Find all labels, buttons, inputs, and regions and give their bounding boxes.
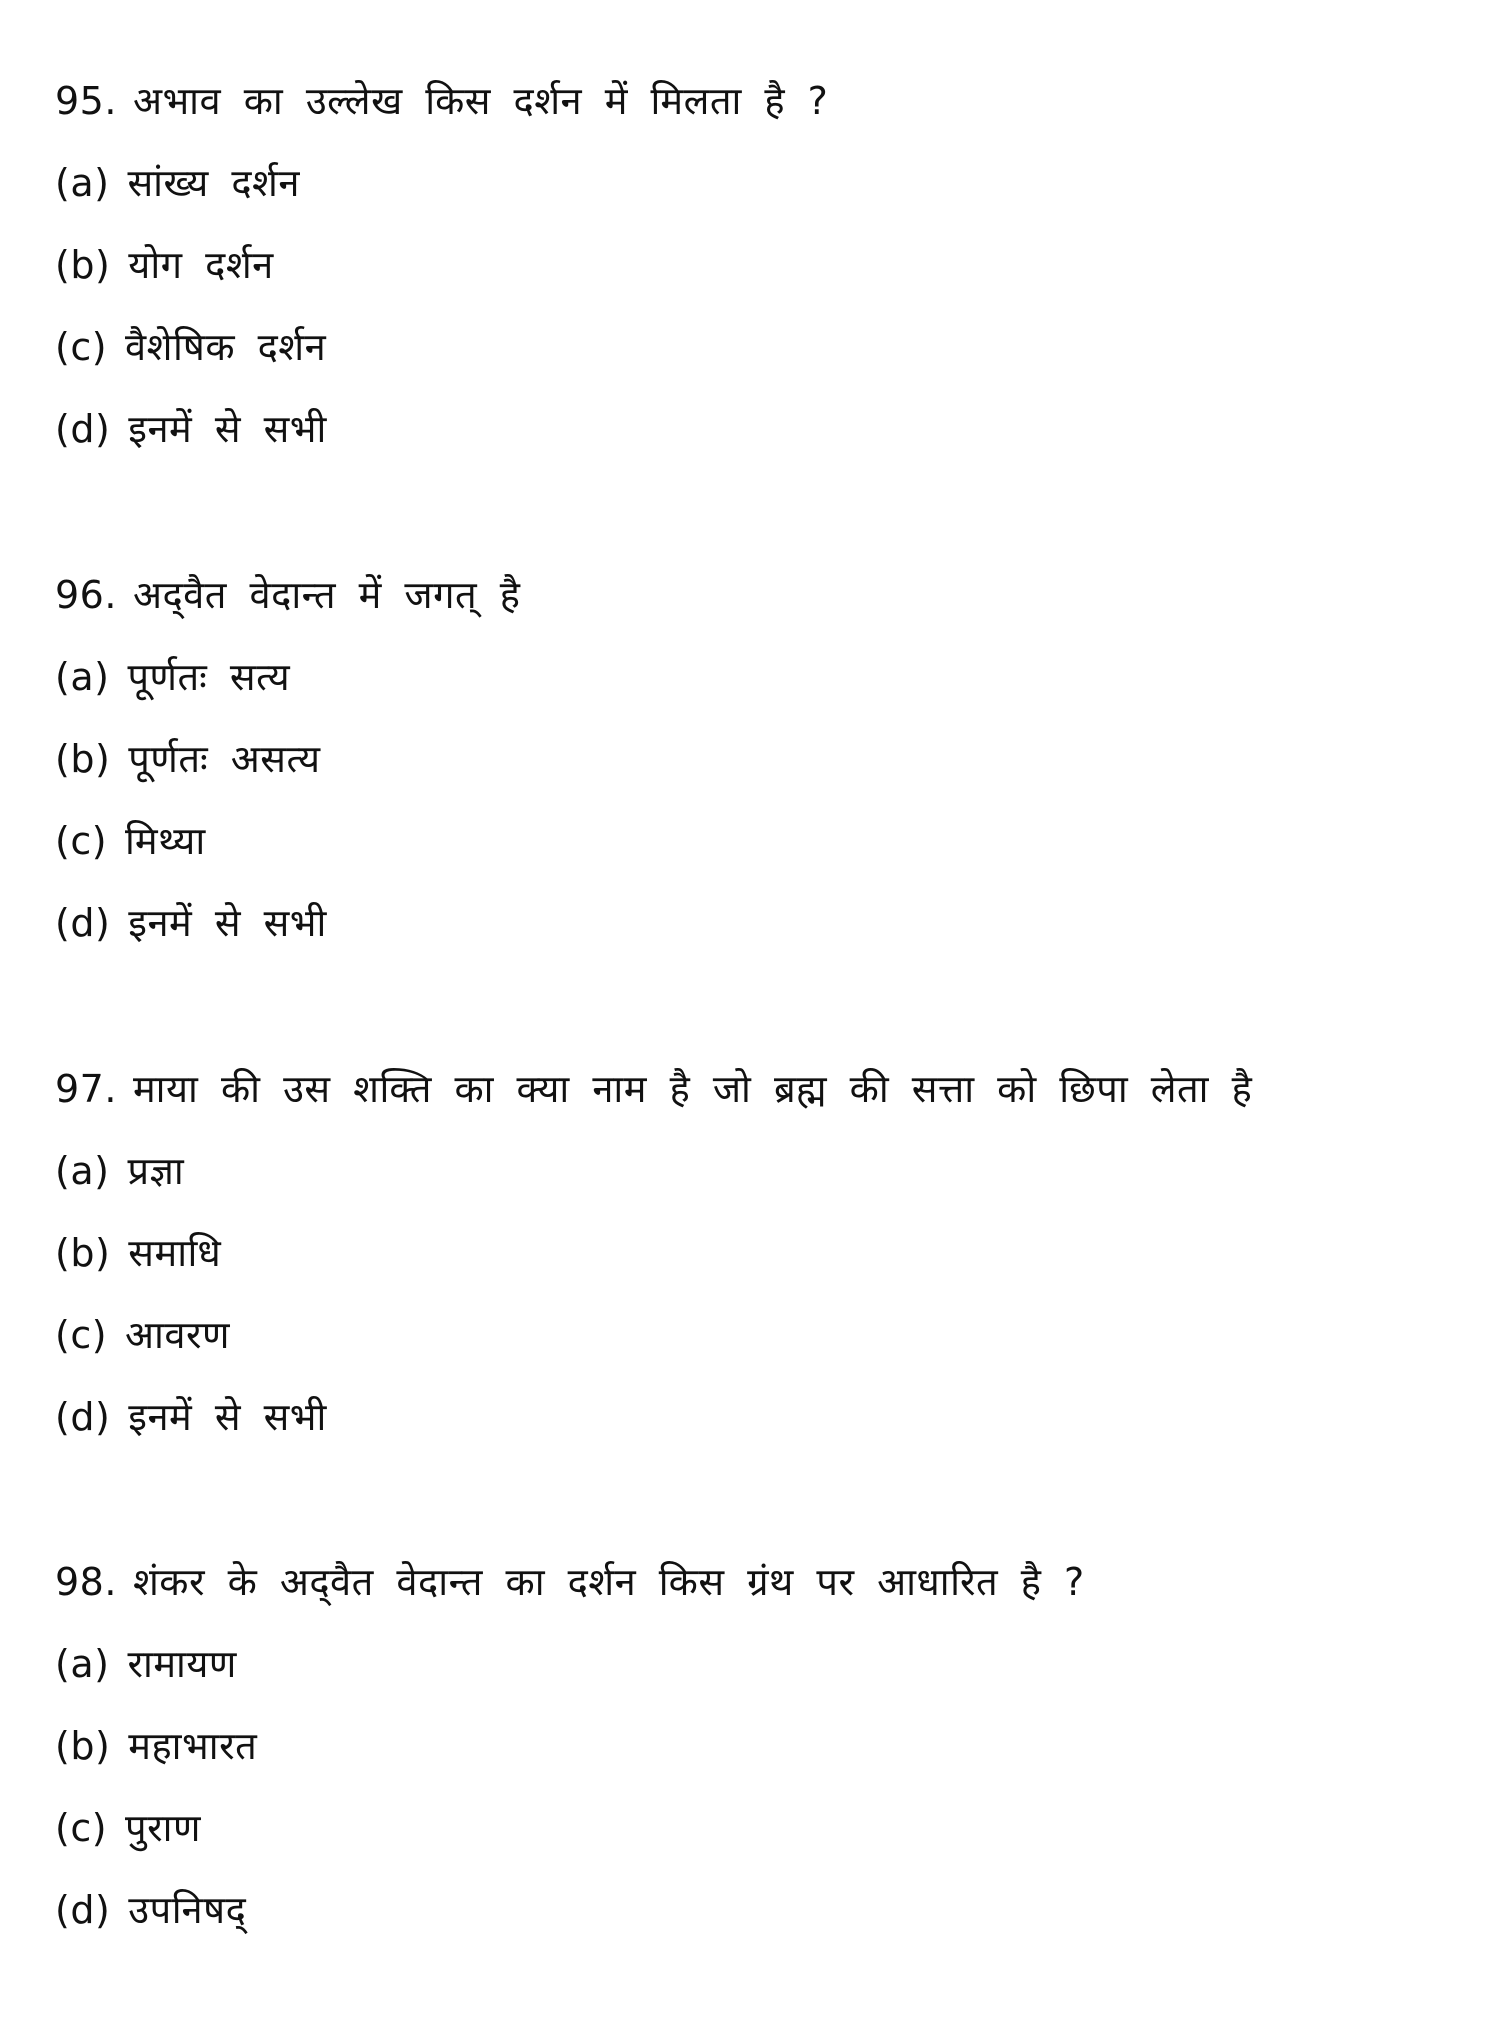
question-number: 98. bbox=[55, 1560, 117, 1604]
option-c bbox=[55, 800, 1455, 882]
option-c bbox=[55, 1787, 1455, 1869]
option-text: पुराण bbox=[125, 1806, 201, 1850]
question-text: अद्‌वैत वेदान्त में जगत्‌ है bbox=[132, 573, 521, 617]
option-text: पूर्णतः सत्य bbox=[127, 655, 291, 699]
option-key: (b) bbox=[55, 243, 111, 287]
option-key: (a) bbox=[55, 1149, 110, 1193]
option-a bbox=[55, 1130, 1455, 1212]
question-98 bbox=[55, 1541, 1455, 1951]
option-key: (d) bbox=[55, 407, 111, 451]
option-text: योग दर्शन bbox=[128, 243, 274, 287]
option-text: रामायण bbox=[127, 1642, 237, 1686]
question-text: माया की उस शक्ति का क्या नाम है जो ब्रह्म की सत्ता को छिपा लेता है bbox=[132, 1067, 1253, 1111]
option-key: (a) bbox=[55, 161, 110, 205]
option-b bbox=[55, 1212, 1455, 1294]
option-text: इनमें से सभी bbox=[128, 407, 327, 451]
option-text: वैशेषिक दर्शन bbox=[125, 325, 327, 369]
question-95 bbox=[55, 60, 1455, 470]
option-d bbox=[55, 882, 1455, 964]
option-c bbox=[55, 1294, 1455, 1376]
option-b bbox=[55, 718, 1455, 800]
option-key: (b) bbox=[55, 737, 111, 781]
option-key: (a) bbox=[55, 1642, 110, 1686]
option-key: (c) bbox=[55, 819, 108, 863]
question-text: शंकर के अद्‌वैत वेदान्त का दर्शन किस ग्रंथ पर आधारित है ? bbox=[132, 1560, 1085, 1604]
option-text: उपनिषद्‌ bbox=[128, 1888, 247, 1932]
option-key: (d) bbox=[55, 1395, 111, 1439]
question-stem bbox=[55, 1048, 1455, 1130]
question-96 bbox=[55, 554, 1455, 964]
option-key: (c) bbox=[55, 325, 108, 369]
option-b bbox=[55, 1705, 1455, 1787]
option-text: प्रज्ञा bbox=[127, 1149, 185, 1193]
option-d bbox=[55, 388, 1455, 470]
option-key: (c) bbox=[55, 1313, 108, 1357]
question-stem bbox=[55, 554, 1455, 636]
option-key: (b) bbox=[55, 1231, 111, 1275]
option-key: (c) bbox=[55, 1806, 108, 1850]
option-text: मिथ्या bbox=[125, 819, 206, 863]
option-c bbox=[55, 306, 1455, 388]
option-d bbox=[55, 1869, 1455, 1951]
option-b bbox=[55, 224, 1455, 306]
question-stem bbox=[55, 1541, 1455, 1623]
option-key: (d) bbox=[55, 901, 111, 945]
option-text: इनमें से सभी bbox=[128, 901, 327, 945]
question-number: 96. bbox=[55, 573, 117, 617]
option-text: आवरण bbox=[125, 1313, 231, 1357]
option-text: पूर्णतः असत्य bbox=[128, 737, 321, 781]
question-number: 97. bbox=[55, 1067, 117, 1111]
question-stem bbox=[55, 60, 1455, 142]
option-key: (a) bbox=[55, 655, 110, 699]
option-a bbox=[55, 1623, 1455, 1705]
option-d bbox=[55, 1376, 1455, 1458]
option-text: समाधि bbox=[128, 1231, 222, 1275]
option-text: इनमें से सभी bbox=[128, 1395, 327, 1439]
question-number: 95. bbox=[55, 79, 117, 123]
option-a bbox=[55, 636, 1455, 718]
option-a bbox=[55, 142, 1455, 224]
option-text: सांख्य दर्शन bbox=[127, 161, 300, 205]
option-key: (b) bbox=[55, 1724, 111, 1768]
option-key: (d) bbox=[55, 1888, 111, 1932]
question-97 bbox=[55, 1048, 1455, 1458]
question-text: अभाव का उल्लेख किस दर्शन में मिलता है ? bbox=[132, 79, 829, 123]
option-text: महाभारत bbox=[128, 1724, 258, 1768]
